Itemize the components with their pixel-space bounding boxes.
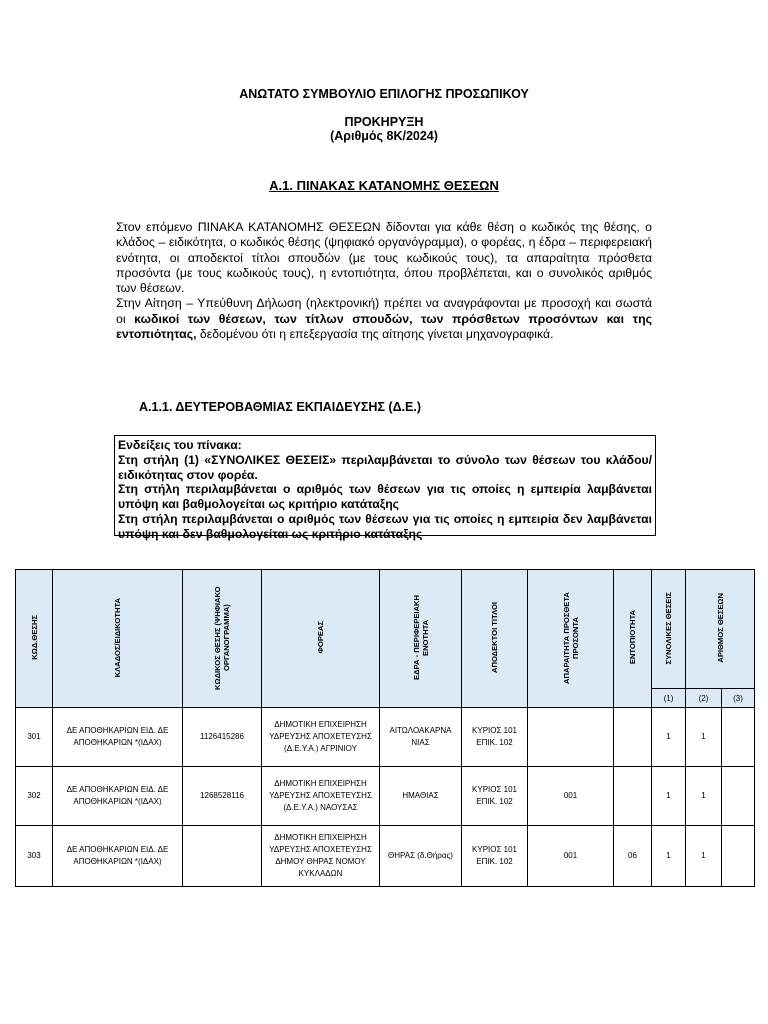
subheader-2: (2) — [686, 689, 722, 708]
table-row — [16, 708, 755, 767]
cell-count-3 — [722, 767, 755, 826]
cell-locality: 06 — [614, 826, 652, 887]
legend-line-2: Στη στήλη περιλαμβάνεται ο αριθμός των θέσεων για τις οποίες η εμπειρία λαμβάνεται υπόψη και βαθμολογείται ως κριτήριο κατάταξης — [118, 482, 652, 512]
table-row — [16, 767, 755, 826]
cell-code: 303 — [16, 826, 53, 887]
header-specialty: ΚΛΑΔΟΣ/ΕΙΔΙΚΟΤΗΤΑ — [53, 570, 183, 708]
legend-heading: Ενδείξεις του πίνακα: — [118, 438, 242, 452]
header-total: ΣΥΝΟΛΙΚΕΣ ΘΕΣΕΙΣ — [652, 570, 686, 689]
legend-line-3: Στη στήλη περιλαμβάνεται ο αριθμός των θέσεων για τις οποίες η εμπειρία δεν λαμβάνεται υπόψη και δεν βαθμολογείται ως κριτήριο κατάταξης — [118, 511, 652, 541]
positions-table — [15, 569, 755, 887]
announcement-title: ΠΡΟΚΗΡΥΞΗ — [344, 115, 424, 129]
cell-code: 302 — [16, 767, 53, 826]
cell-seat: ΑΙΤΩΛΟΑΚΑΡΝΑ ΝΙΑΣ — [380, 708, 462, 767]
intro-paragraph-2 — [116, 296, 652, 342]
intro-p2-bold: κωδικοί των θέσεων, των τίτλων σπουδών, των πρόσθετων προσόντων και της εντοπιότητας, — [116, 311, 652, 342]
cell-titles: ΚΥΡΙΟΣ 101 ΕΠΙΚ. 102 — [462, 708, 528, 767]
cell-qualifications: 001 — [528, 826, 614, 887]
cell-qualifications — [528, 708, 614, 767]
header-code: ΚΩΔ.ΘΕΣΗΣ — [16, 570, 53, 708]
intro-p2-start: Στην Αίτηση – Υπεύθυνη Δήλωση (ηλεκτρονική) πρέπει να αναγράφονται με προσοχή και σωστά οι — [116, 296, 652, 326]
cell-locality — [614, 767, 652, 826]
intro-paragraph-1: Στον επόμενο ΠΙΝΑΚΑ ΚΑΤΑΝΟΜΗΣ ΘΕΣΕΩΝ δίδονται για κάθε θέση ο κωδικός της θέσης, ο κλάδος – ειδικότητα, ο κωδικός θέσης (ψηφιακό οργανόγραμμα), ο φορέας, η έδρα – περιφερειακή ενότητα, οι αποδεκτοί τίτλοι σπουδών (με τους κωδικούς τους), τα απαραίτητα πρόσθετα προσόντα (με τους κωδικούς τους), η εντοπιότητα, όπου προβλέπεται, και ο συνολικός αριθμός των θέσεων. — [116, 220, 652, 296]
header-count: ΑΡΙΘΜΟΣ ΘΕΣΕΩΝ — [686, 570, 755, 689]
cell-agency: ΔΗΜΟΤΙΚΗ ΕΠΙΧΕΙΡΗΣΗ ΥΔΡΕΥΣΗΣ ΑΠΟΧΕΤΕΥΣΗΣ (Δ.Ε.Υ.Α.) ΑΓΡΙΝΙΟΥ — [262, 708, 380, 767]
legend-line-1: Στη στήλη (1) «ΣΥΝΟΛΙΚΕΣ ΘΕΣΕΙΣ» περιλαμβάνεται το σύνολο των θέσεων του κλάδου/ειδικότητας στον φορέα. — [118, 452, 652, 482]
subheader-1: (1) — [652, 689, 686, 708]
intro-text — [116, 220, 652, 342]
subsection-title: Α.1.1. ΔΕΥΤΕΡΟΒΑΘΜΙΑΣ ΕΚΠΑΙΔΕΥΣΗΣ (Δ.Ε.) — [139, 400, 422, 414]
header-locality: ΕΝΤΟΠΙΟΤΗΤΑ — [614, 570, 652, 708]
header-titles: ΑΠΟΔΕΚΤΟΙ ΤΙΤΛΟΙ — [462, 570, 528, 708]
cell-position-code: 1268528116 — [183, 767, 262, 826]
cell-total: 1 — [652, 708, 686, 767]
cell-qualifications: 001 — [528, 767, 614, 826]
announcement-number: (Αριθμός 8Κ/2024) — [330, 129, 438, 143]
subheader-3: (3) — [722, 689, 755, 708]
cell-seat: ΘΗΡΑΣ (δ.Θήρας) — [380, 826, 462, 887]
cell-agency: ΔΗΜΟΤΙΚΗ ΕΠΙΧΕΙΡΗΣΗ ΥΔΡΕΥΣΗΣ ΑΠΟΧΕΤΕΥΣΗΣ ΔΗΜΟΥ ΘΗΡΑΣ ΝΟΜΟΥ ΚΥΚΛΑΔΩΝ — [262, 826, 380, 887]
cell-seat: ΗΜΑΘΙΑΣ — [380, 767, 462, 826]
header-agency: ΦΟΡΕΑΣ — [262, 570, 380, 708]
header-qualifications: ΑΠΑΡΑΙΤΗΤΑ ΠΡΟΣΘΕΤΑ ΠΡΟΣΟΝΤΑ — [528, 570, 614, 708]
cell-code: 301 — [16, 708, 53, 767]
cell-total: 1 — [652, 767, 686, 826]
cell-agency: ΔΗΜΟΤΙΚΗ ΕΠΙΧΕΙΡΗΣΗ ΥΔΡΕΥΣΗΣ ΑΠΟΧΕΤΕΥΣΗΣ (Δ.Ε.Υ.Α.) ΝΑΟΥΣΑΣ — [262, 767, 380, 826]
table-row — [16, 826, 755, 887]
cell-position-code — [183, 826, 262, 887]
cell-specialty: ΔΕ ΑΠΟΘΗΚΑΡΙΩΝ ΕΙΔ. ΔΕ ΑΠΟΘΗΚΑΡΙΩΝ *(ΙΔΑΧ) — [53, 708, 183, 767]
header-row — [16, 570, 755, 689]
legend-box — [114, 435, 656, 541]
cell-position-code: 1126415286 — [183, 708, 262, 767]
section-title: Α.1. ΠΙΝΑΚΑΣ ΚΑΤΑΝΟΜΗΣ ΘΕΣΕΩΝ — [269, 178, 499, 193]
organization-title: ΑΝΩΤΑΤΟ ΣΥΜΒΟΥΛΙΟ ΕΠΙΛΟΓΗΣ ΠΡΟΣΩΠΙΚΟΥ — [239, 87, 529, 101]
cell-specialty: ΔΕ ΑΠΟΘΗΚΑΡΙΩΝ ΕΙΔ. ΔΕ ΑΠΟΘΗΚΑΡΙΩΝ *(ΙΔΑΧ) — [53, 826, 183, 887]
cell-total: 1 — [652, 826, 686, 887]
header-position-code: ΚΩΔΙΚΟΣ ΘΕΣΗΣ (ΨΗΦΙΑΚΟ ΟΡΓΑΝΟΓΡΑΜΜΑ) — [183, 570, 262, 708]
intro-p2-end: δεδομένου ότι η επεξεργασία της αίτησης γίνεται μηχανογραφικά. — [196, 327, 554, 342]
cell-specialty: ΔΕ ΑΠΟΘΗΚΑΡΙΩΝ ΕΙΔ. ΔΕ ΑΠΟΘΗΚΑΡΙΩΝ *(ΙΔΑΧ) — [53, 767, 183, 826]
cell-count-2: 1 — [686, 708, 722, 767]
cell-titles: ΚΥΡΙΟΣ 101 ΕΠΙΚ. 102 — [462, 826, 528, 887]
cell-locality — [614, 708, 652, 767]
cell-titles: ΚΥΡΙΟΣ 101 ΕΠΙΚ. 102 — [462, 767, 528, 826]
header-seat: ΕΔΡΑ - ΠΕΡΙΦΕΡΕΙΑΚΗ ΕΝΟΤΗΤΑ — [380, 570, 462, 708]
cell-count-2: 1 — [686, 767, 722, 826]
cell-count-3 — [722, 826, 755, 887]
cell-count-2: 1 — [686, 826, 722, 887]
cell-count-3 — [722, 708, 755, 767]
